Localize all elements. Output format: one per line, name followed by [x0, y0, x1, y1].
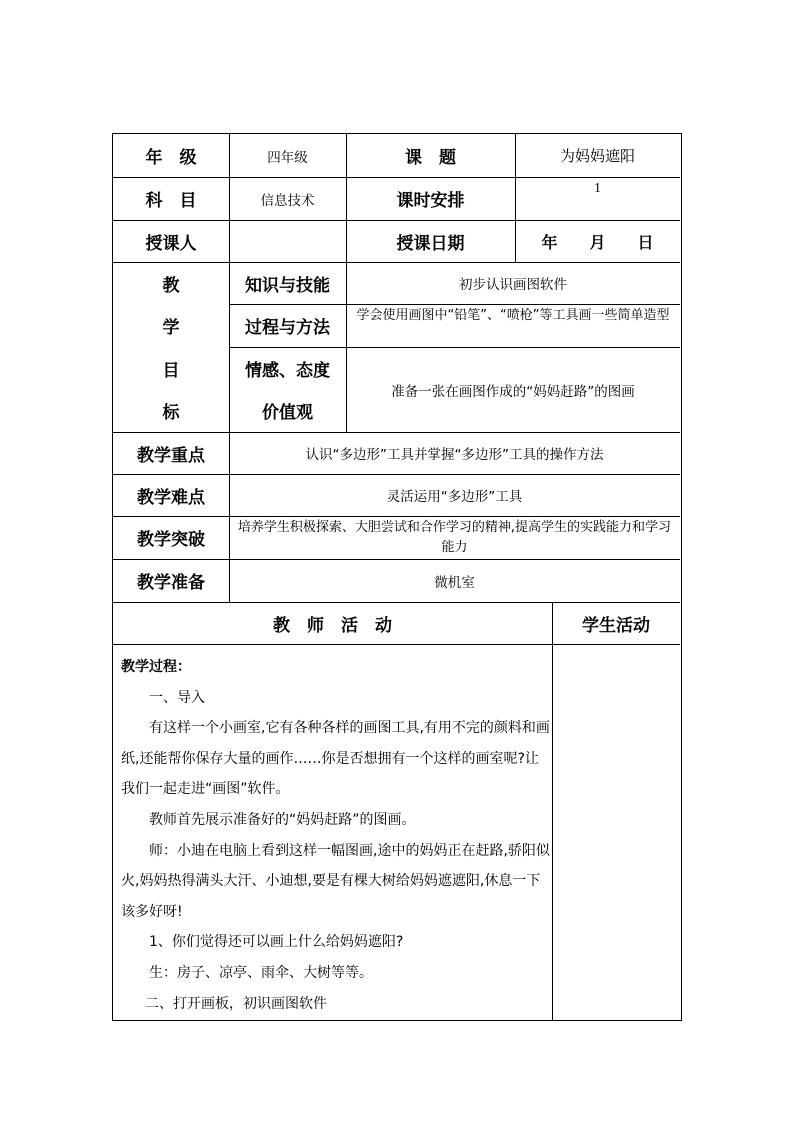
process-title: 教学过程： [121, 659, 191, 675]
process-paragraph: 师：小迪在电脑上看到这样一幅图画,途中的妈妈正在赶路,骄阳似火,妈妈热得满头大汗、小迪想,要是有棵大树给妈妈遮遮阳,休息一下该多好呀! [121, 842, 550, 920]
process-paragraph: 二、打开画板，初识画图软件 [145, 995, 327, 1012]
process-paragraph: 一、导入 [149, 689, 205, 706]
process-paragraph: 有这样一个小画室,它有各种各样的画图工具,有用不完的颜料和画纸,还能帮你保存大量的画作……你是否想拥有一个这样的画室呢?让我们一起走进“画图”软件。 [121, 720, 550, 798]
emotion-label-line1: 情感、态度 [245, 360, 330, 381]
focus-label: 教学重点 [137, 445, 205, 466]
student-activity-cell [552, 644, 680, 1020]
lesson-plan-table [112, 133, 682, 1021]
grade-label: 年 级 [145, 148, 197, 168]
focus-text: 认识“多边形”工具并掌握“多边形”工具的操作方法 [305, 447, 604, 463]
topic-label: 课 题 [405, 148, 456, 168]
teacher-activity-header: 教 师 活 动 [273, 615, 392, 636]
teacher-label: 授课人 [145, 233, 197, 254]
process-paragraph: 教师首先展示准备好的“妈妈赶路”的图画。 [149, 811, 416, 828]
student-activity-header: 学生活动 [582, 615, 650, 636]
grade-value: 四年级 [267, 149, 308, 166]
process-paragraph: 生：房子、凉亭、雨伞、大树等等。 [149, 964, 373, 981]
schedule-value: 1 [594, 180, 601, 195]
breakthrough-label: 教学突破 [137, 530, 205, 550]
teaching-process-text [121, 652, 551, 1019]
objectives-side-char: 教 [162, 275, 180, 296]
breakthrough-text: 培养学生积极探索、大胆尝试和合作学习的精神,提高学生的实践能力和学习能力 [237, 520, 672, 555]
prep-text: 微机室 [434, 574, 475, 591]
difficulty-label: 教学难点 [137, 487, 205, 508]
knowledge-text: 初步认识画图软件 [459, 277, 567, 293]
prep-label: 教学准备 [137, 573, 205, 593]
date-label: 授课日期 [396, 233, 465, 254]
teaching-process-cell [113, 644, 552, 1020]
process-label: 过程与方法 [245, 318, 330, 338]
schedule-label: 课时安排 [396, 191, 465, 211]
emotion-text: 准备一张在画图作成的“妈妈赶路”的图画 [391, 383, 635, 400]
objectives-side-char: 目 [162, 360, 180, 381]
difficulty-text: 灵活运用“多边形”工具 [386, 489, 523, 505]
topic-value: 为妈妈遮阳 [559, 147, 635, 165]
objectives-side-char: 标 [162, 403, 180, 423]
process-text: 学会使用画图中“铅笔”、“喷枪”等工具画一些简单造型 [356, 308, 670, 323]
date-value: 年 月 日 [541, 232, 654, 252]
knowledge-label: 知识与技能 [245, 275, 330, 296]
emotion-label-line2: 价值观 [262, 403, 313, 423]
subject-value: 信息技术 [260, 192, 315, 209]
objectives-side-char: 学 [162, 318, 180, 338]
process-paragraph: 1、你们觉得还可以画上什么给妈妈遮阳? [149, 934, 404, 951]
subject-label: 科 目 [145, 191, 197, 211]
teacher-value[interactable] [229, 220, 346, 262]
